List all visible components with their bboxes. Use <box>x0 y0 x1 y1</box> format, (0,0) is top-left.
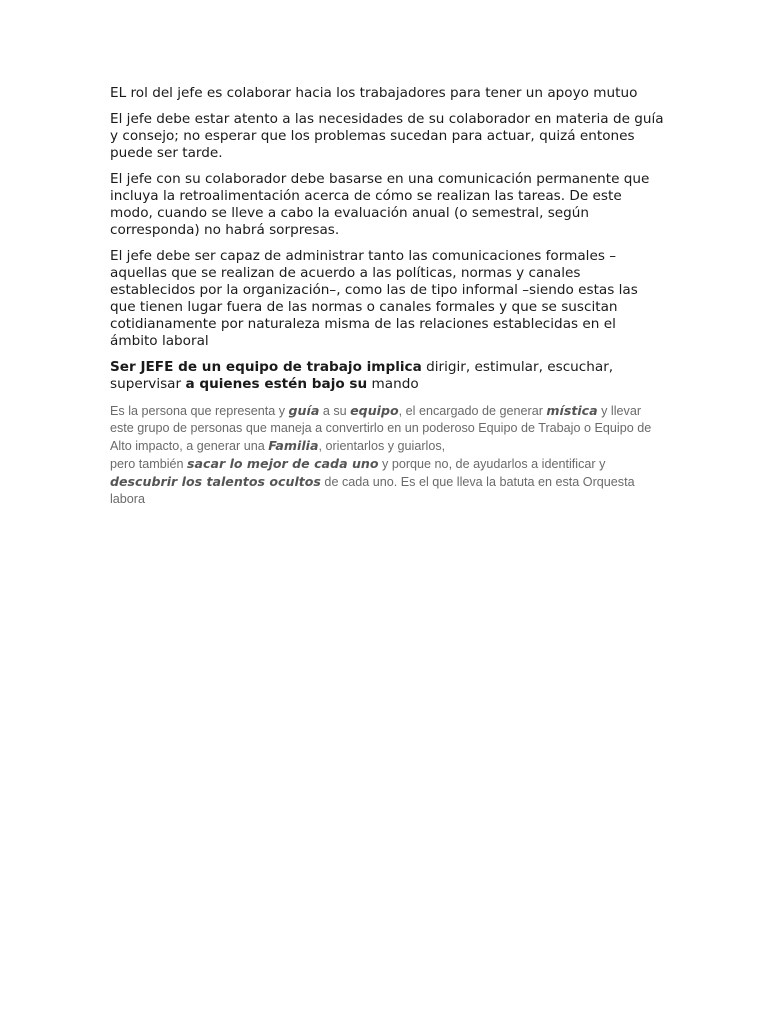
ser-jefe-bold: Ser JEFE de un equipo de trabajo implica <box>110 359 422 375</box>
persona-text-4: y llevar este grupo de personas que maneja a convertirlo en un poderoso Equipo de Trabajo o Equipo de Alto impacto, a generar una <box>110 404 652 453</box>
emphasis-familia: Familia <box>268 438 319 453</box>
emphasis-descubrir-talentos: descubrir los talentos ocultos <box>110 474 321 489</box>
document-page <box>110 85 666 517</box>
persona-text-1: Es la persona que representa y <box>110 404 289 418</box>
paragraph-ser-jefe <box>110 359 666 393</box>
emphasis-sacar-lo-mejor: sacar lo mejor de cada uno <box>187 456 379 471</box>
emphasis-mistica: mística <box>546 403 598 418</box>
paragraph-comunicacion-permanente: El jefe con su colaborador debe basarse en una comunicación permanente que incluya la retroalimentación acerca de cómo se realizan las tareas. De este modo, cuando se lleve a cabo la evaluación anual (o semestral, según corresponda) no habrá sorpresas. <box>110 171 650 238</box>
persona-text-6: pero también <box>110 457 188 471</box>
mando-text: mando <box>367 376 419 392</box>
quienes-bold: a quienes estén bajo su <box>185 376 368 392</box>
paragraph-comunicaciones-formales: El jefe debe ser capaz de administrar tanto las comunicaciones formales –aquellas que se realizan de acuerdo a las políticas, normas y canales establecidos por la organización–, como las de tipo informal –siendo estas las que tienen lugar fuera de las normas o canales formales y que se suscitan cotidianamente por naturaleza misma de las relaciones establecidas en el ámbito laboral <box>110 248 638 349</box>
persona-text-2: a su <box>319 404 351 418</box>
emphasis-equipo: equipo <box>350 403 399 418</box>
persona-text-5: , orientarlos y guiarlos, <box>318 439 446 453</box>
paragraph-rol-del-jefe: EL rol del jefe es colaborar hacia los trabajadores para tener un apoyo mutuo <box>110 85 638 101</box>
persona-text-8: de cada uno. Es el que lleva la batuta en esta Orquesta labora <box>110 475 635 506</box>
emphasis-guia: guía <box>288 403 320 418</box>
persona-text-3: , el encargado de generar <box>398 404 547 418</box>
persona-text-7: y porque no, de ayudarlos a identificar y <box>378 457 606 471</box>
ser-jefe-text: dirigir, estimular, escuchar, supervisar <box>110 359 614 392</box>
paragraph-atento-necesidades: El jefe debe estar atento a las necesidades de su colaborador en materia de guía y consejo; no esperar que los problemas sucedan para actuar, quizá entones puede ser tarde. <box>110 111 664 161</box>
paragraph-la-persona <box>110 402 666 508</box>
